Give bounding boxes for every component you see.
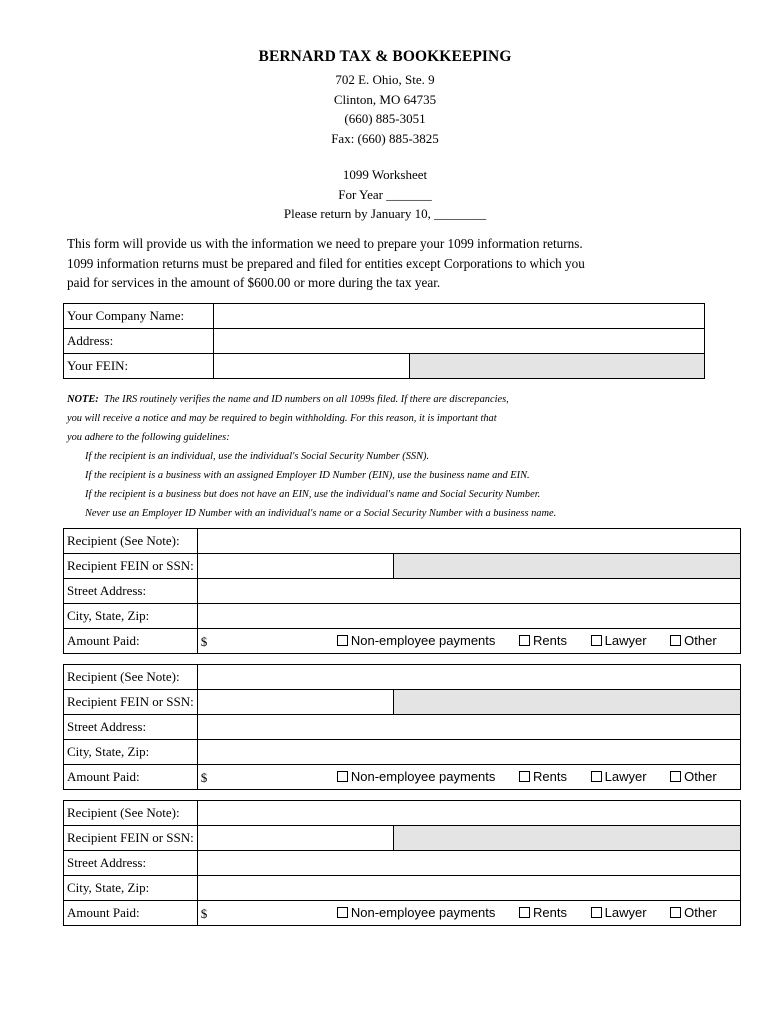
return-by-line: Please return by January 10, ________ <box>283 206 487 221</box>
city-state-zip-label: City, State, Zip: <box>64 876 198 901</box>
for-year-line: For Year _______ <box>338 186 432 202</box>
checkbox-icon <box>591 771 602 782</box>
intro-line: 1099 information returns must be prepared and filed for entities except Corporations to which you <box>67 255 585 271</box>
company-address-field[interactable] <box>214 329 705 354</box>
checkbox-icon <box>519 907 530 918</box>
worksheet-title: 1099 Worksheet <box>342 167 428 182</box>
amount-paid-label: Amount Paid: <box>64 629 198 654</box>
recipient-fein-label: Recipient FEIN or SSN: <box>64 826 198 851</box>
guideline-item: If the recipient is an individual, use the individual's Social Security Number (SSN). <box>85 451 430 462</box>
company-address-line2: Clinton, MO 64735 <box>333 91 437 107</box>
city-state-zip-field[interactable] <box>197 604 740 629</box>
recipient-name-field[interactable] <box>197 665 740 690</box>
shaded-cell <box>410 354 705 379</box>
dollar-sign: $ <box>200 633 208 649</box>
checkbox-icon <box>670 771 681 782</box>
lawyer-checkbox[interactable]: Lawyer <box>591 633 647 648</box>
dollar-sign: $ <box>200 769 208 785</box>
note-line: you will receive a notice and may be required to begin withholding. For this reason, it is important that <box>67 413 497 424</box>
checkbox-icon <box>591 635 602 646</box>
company-phone: (660) 885-3051 <box>344 111 426 126</box>
rents-checkbox[interactable]: Rents <box>519 905 567 920</box>
recipient-label: Recipient (See Note): <box>64 801 198 826</box>
recipient-fein-field[interactable] <box>197 826 393 851</box>
note-line: you adhere to the following guidelines: <box>67 432 230 443</box>
city-state-zip-label: City, State, Zip: <box>64 604 198 629</box>
city-state-zip-field[interactable] <box>197 876 740 901</box>
guideline-item: If the recipient is a business with an assigned Employer ID Number (EIN), use the business name and EIN. <box>85 470 530 481</box>
amount-paid-field[interactable] <box>197 765 740 790</box>
rents-checkbox[interactable]: Rents <box>519 633 567 648</box>
recipient-fein-label: Recipient FEIN or SSN: <box>64 690 198 715</box>
amount-paid-field[interactable] <box>197 629 740 654</box>
street-address-label: Street Address: <box>64 579 198 604</box>
recipient-name-field[interactable] <box>197 529 740 554</box>
recipient-block-2 <box>63 664 741 790</box>
intro-line: paid for services in the amount of $600.00 or more during the tax year. <box>67 275 441 290</box>
shaded-cell <box>393 826 740 851</box>
recipient-label: Recipient (See Note): <box>64 665 198 690</box>
shaded-cell <box>393 690 740 715</box>
checkbox-icon <box>670 907 681 918</box>
company-fein-field[interactable] <box>214 354 410 379</box>
rents-checkbox[interactable]: Rents <box>519 769 567 784</box>
guideline-item: Never use an Employer ID Number with an individual's name or a Social Security Number with a business name. <box>85 508 557 519</box>
company-address-line1: 702 E. Ohio, Ste. 9 <box>335 72 435 87</box>
company-address-label: Address: <box>64 329 214 354</box>
intro-paragraph <box>67 234 707 293</box>
checkbox-icon <box>337 907 348 918</box>
recipient-block-3 <box>63 800 741 926</box>
company-fein-label: Your FEIN: <box>64 354 214 379</box>
other-checkbox[interactable]: Other <box>670 905 717 920</box>
checkbox-icon <box>670 635 681 646</box>
street-address-field[interactable] <box>197 851 740 876</box>
nonemployee-checkbox[interactable]: Non-employee payments <box>337 633 496 648</box>
company-name-field[interactable] <box>214 304 705 329</box>
checkbox-icon <box>591 907 602 918</box>
nonemployee-checkbox[interactable]: Non-employee payments <box>337 769 496 784</box>
irs-note <box>67 390 717 523</box>
other-checkbox[interactable]: Other <box>670 769 717 784</box>
note-line: The IRS routinely verifies the name and ID numbers on all 1099s filed. If there are discrepancies, <box>103 394 509 405</box>
amount-paid-label: Amount Paid: <box>64 901 198 926</box>
checkbox-icon <box>337 771 348 782</box>
recipient-label: Recipient (See Note): <box>64 529 198 554</box>
street-address-field[interactable] <box>197 715 740 740</box>
lawyer-checkbox[interactable]: Lawyer <box>591 769 647 784</box>
amount-paid-label: Amount Paid: <box>64 765 198 790</box>
shaded-cell <box>393 554 740 579</box>
city-state-zip-label: City, State, Zip: <box>64 740 198 765</box>
recipient-fein-field[interactable] <box>197 690 393 715</box>
nonemployee-checkbox[interactable]: Non-employee payments <box>337 905 496 920</box>
street-address-label: Street Address: <box>64 715 198 740</box>
guideline-item: If the recipient is a business but does not have an EIN, use the individual's name and Social Security Number. <box>85 489 541 500</box>
street-address-field[interactable] <box>197 579 740 604</box>
company-name-label: Your Company Name: <box>64 304 214 329</box>
note-heading: NOTE: <box>67 394 99 405</box>
company-info-table <box>63 303 705 379</box>
checkbox-icon <box>519 771 530 782</box>
other-checkbox[interactable]: Other <box>670 633 717 648</box>
intro-line: This form will provide us with the information we need to prepare your 1099 information returns. <box>67 236 583 251</box>
recipient-name-field[interactable] <box>197 801 740 826</box>
checkbox-icon <box>519 635 530 646</box>
recipient-block-1 <box>63 528 741 654</box>
dollar-sign: $ <box>200 905 208 921</box>
checkbox-icon <box>337 635 348 646</box>
recipient-fein-field[interactable] <box>197 554 393 579</box>
company-fax: Fax: (660) 885-3825 <box>331 130 439 146</box>
amount-paid-field[interactable] <box>197 901 740 926</box>
street-address-label: Street Address: <box>64 851 198 876</box>
lawyer-checkbox[interactable]: Lawyer <box>591 905 647 920</box>
city-state-zip-field[interactable] <box>197 740 740 765</box>
company-name: BERNARD TAX & BOOKKEEPING <box>258 48 512 65</box>
recipient-fein-label: Recipient FEIN or SSN: <box>64 554 198 579</box>
